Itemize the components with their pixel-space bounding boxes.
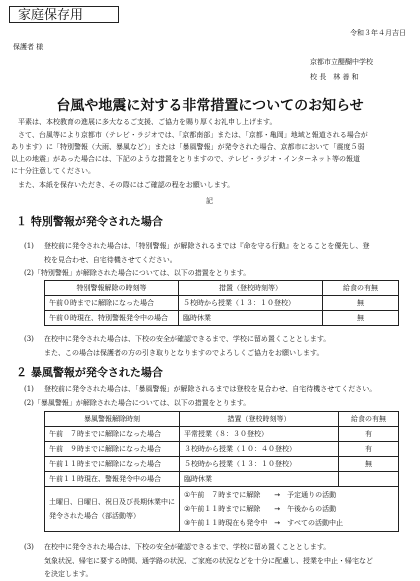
weekend-measure-line: ①午前 ７時までに解除 → 予定通りの活動 xyxy=(184,491,337,499)
table-header-cell: 特別警報解除の時刻等 xyxy=(45,281,179,296)
section1-item1-line: 登校前に発令された場合は、「特別警報」が解除されるまでは『命を守る行動』をとることを優先し、登 xyxy=(44,242,370,250)
section1-item2: (2)「特別警報」が解除された場合については、以下の措置をとります。 xyxy=(24,269,251,277)
section2-item3-line: 在校中に発令された場合は、下校の安全が確認できるまで、学校に留め置くこととします。 xyxy=(44,543,331,551)
table-cell: 無 xyxy=(339,457,399,472)
section2-item3-line: 気象状況、帰宅に要する時間、通学路の状況、ご家庭の状況などを十分に配慮し、授業を中止・帰宅など xyxy=(44,557,373,565)
page-title: 台風や地震に対する非常措置についてのお知らせ xyxy=(56,98,364,114)
table-header-row xyxy=(45,281,399,296)
section2-item1-num: (1) xyxy=(24,385,34,393)
table-row xyxy=(45,472,399,487)
table-header-cell: 給食の有無 xyxy=(323,281,399,296)
table-header-cell: 措置（登校時刻等） xyxy=(179,281,323,296)
section1-item3-num: (3) xyxy=(24,335,34,343)
table-cell: ５校時から授業（１３：１０登校） xyxy=(179,296,323,311)
section2-item3-line: を決定します。 xyxy=(44,570,93,578)
table-row-weekend xyxy=(45,487,399,532)
storm-warning-table xyxy=(44,411,399,532)
table-cell: 平常授業（８：３０登校） xyxy=(180,427,339,442)
table-row xyxy=(45,427,399,442)
table-header-cell: 暴風警報解除時刻 xyxy=(45,412,180,427)
intro-line: 平素は、本校教育の進展に多大なるご支援、ご協力を賜り厚くお礼申し上げます。 xyxy=(18,118,277,126)
table-row xyxy=(45,442,399,457)
table-cell: 午前１１時までに解除になった場合 xyxy=(45,457,180,472)
intro-line: さて、台風等により京都市（テレビ・ラジオでは、「京都南部」または、「京都・亀岡」地域と報道される場合が xyxy=(18,131,368,139)
table-header-cell: 措置（登校時刻等） xyxy=(180,412,339,427)
table-cell: ３校時から授業（１０：４０登校） xyxy=(180,442,339,457)
sender-school: 京都市立醍醐中学校 xyxy=(310,58,373,66)
addressee: 保護者 様 xyxy=(13,43,44,51)
table-cell: 午前 ７時までに解除になった場合 xyxy=(45,427,180,442)
weekend-measure-line: ②午前１１時までに解除 → 午後からの活動 xyxy=(184,505,337,513)
document-date: 令和３年４月吉日 xyxy=(350,29,406,37)
section2-item1: 登校前に発令された場合は、「暴風警報」が解除されるまでは登校を見合わせ、自宅待機させてください。 xyxy=(44,385,377,393)
section2-item2: (2)「暴風警報」が解除された場合については、以下の措置をとります。 xyxy=(24,399,251,407)
section1-item1-num: (1) xyxy=(24,242,34,250)
table-cell: 臨時休業 xyxy=(179,311,323,326)
table-cell: 無 xyxy=(323,311,399,326)
table-cell-weekend-measures xyxy=(180,487,399,532)
table-cell: 臨時休業 xyxy=(180,472,339,487)
table-row xyxy=(45,296,399,311)
table-cell: 午前０時現在、特別警報発令中の場合 xyxy=(45,311,179,326)
table-cell xyxy=(339,472,399,487)
sender-principal: 校 長 林 善 和 xyxy=(310,73,359,81)
table-cell: 午前１１時現在、警報発令中の場合 xyxy=(45,472,180,487)
table-cell: 午前０時までに解除になった場合 xyxy=(45,296,179,311)
table-cell: 無 xyxy=(323,296,399,311)
intro-line: あります）に「特別警報（大雨、暴風など）」または「暴風警報」が発令された場合、京都市において「震度５弱 xyxy=(11,143,365,151)
weekend-condition-line: 発令された場合（部活動等） xyxy=(49,512,140,520)
section1-heading: １ 特別警報が発令された場合 xyxy=(16,215,163,228)
table-header-cell: 給食の有無 xyxy=(339,412,399,427)
section2-heading: ２ 暴風警報が発令された場合 xyxy=(16,366,163,379)
table-cell: 有 xyxy=(339,427,399,442)
table-cell: 有 xyxy=(339,442,399,457)
section1-item1-line: 校を見合わせ、自宅待機させてください。 xyxy=(44,256,177,264)
table-cell: 午前 ９時までに解除になった場合 xyxy=(45,442,180,457)
weekend-condition-line: 土曜日、日曜日、祝日及び長期休業中に xyxy=(49,498,175,506)
table-header-row xyxy=(45,412,399,427)
section1-item3-line: また、この場合は保護者の方の引き取りとなりますのでよろしくご協力をお願いします。 xyxy=(44,349,324,357)
section2-item3-num: (3) xyxy=(24,543,34,551)
document-tag: 家庭保存用 xyxy=(9,6,119,23)
section1-item3-line: 在校中に発令された場合は、下校の安全が確認できるまで、学校に留め置くこととします。 xyxy=(44,335,331,343)
table-cell: ５校時から授業（１３：１０登校） xyxy=(180,457,339,472)
table-row xyxy=(45,457,399,472)
special-warning-table xyxy=(44,280,399,326)
table-row xyxy=(45,311,399,326)
intro-line: また、本紙を保存いただき、その際にはご確認の程をお願いします。 xyxy=(18,181,235,189)
ki-mark: 記 xyxy=(206,197,213,205)
weekend-measure-line: ③午前１１時現在も発令中 → すべての活動中止 xyxy=(184,519,343,527)
intro-line: 以上の地震」があった場合には、下記のような措置をとりますので、テレビ・ラジオ・インターネット等の報道 xyxy=(11,155,361,163)
table-cell-weekend-condition xyxy=(45,487,180,532)
intro-line: に十分注意してください。 xyxy=(11,167,95,175)
